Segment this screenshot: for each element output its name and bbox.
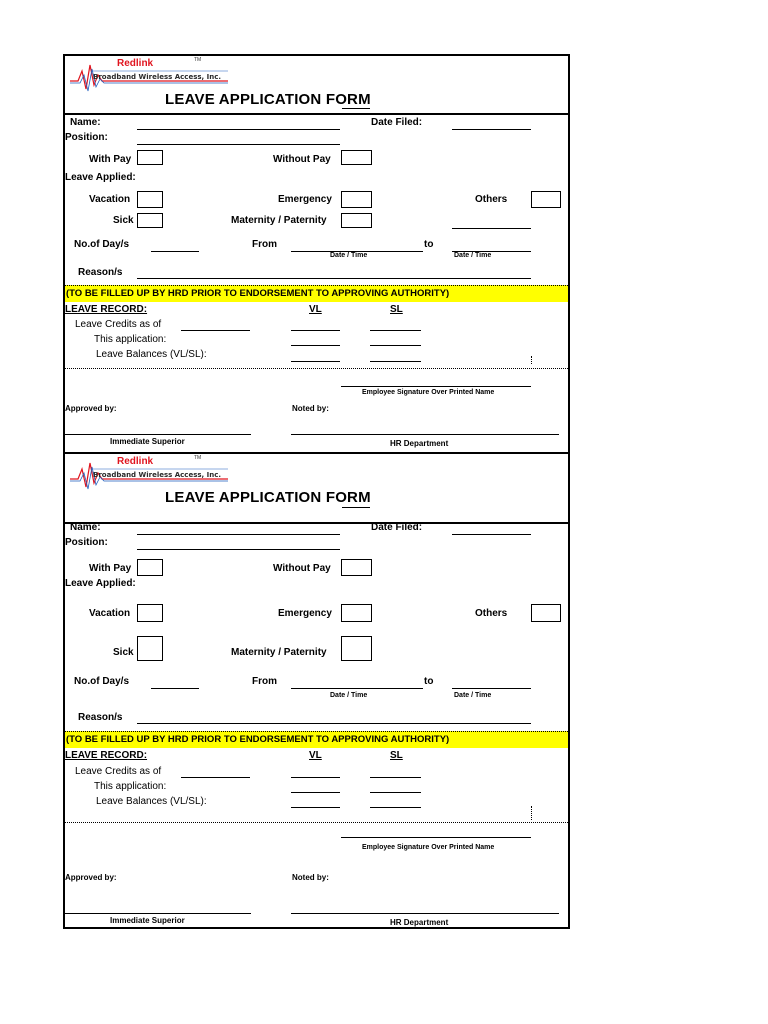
to-date-time-caption: Date / Time <box>454 252 492 259</box>
sick-label: Sick <box>113 215 134 226</box>
name-label: Name: <box>70 522 101 533</box>
from-label: From <box>252 239 277 250</box>
position-field[interactable] <box>137 549 340 550</box>
balances-label: Leave Balances (VL/SL): <box>96 349 207 360</box>
dotted-tick <box>531 356 532 364</box>
hr-department-caption: HR Department <box>390 918 449 927</box>
days-field[interactable] <box>151 251 199 252</box>
to-label: to <box>424 239 434 250</box>
maternity-checkbox[interactable] <box>341 636 372 661</box>
logo-name: Redlink <box>117 456 154 467</box>
sick-label: Sick <box>113 647 134 658</box>
company-logo <box>68 457 238 493</box>
hrd-note-bar <box>65 731 568 748</box>
maternity-label: Maternity / Paternity <box>231 647 327 658</box>
logo-name: Redlink <box>117 58 154 69</box>
date-filed-field[interactable] <box>452 534 531 535</box>
others-checkbox[interactable] <box>531 604 561 622</box>
balances-sl-field[interactable] <box>370 361 421 362</box>
emergency-checkbox[interactable] <box>341 191 372 208</box>
vacation-checkbox[interactable] <box>137 604 163 622</box>
superior-signature-field[interactable] <box>65 434 251 435</box>
header-separator <box>65 522 568 524</box>
hrd-note: (TO BE FILLED UP BY HRD PRIOR TO ENDORSEMENT TO APPROVING AUTHORITY) <box>66 288 450 299</box>
balances-sl-field[interactable] <box>370 807 421 808</box>
noted-by-label: Noted by: <box>292 404 329 413</box>
reasons-field[interactable] <box>137 723 531 724</box>
vacation-label: Vacation <box>89 194 131 205</box>
hrd-note: (TO BE FILLED UP BY HRD PRIOR TO ENDORSEMENT TO APPROVING AUTHORITY) <box>66 734 450 745</box>
this-application-label: This application: <box>94 781 167 792</box>
dotted-separator <box>65 822 568 823</box>
credits-date-field[interactable] <box>181 330 250 331</box>
logo-subtitle: Broadband Wireless Access, Inc. <box>93 73 222 81</box>
leave-applied-label: Leave Applied: <box>65 578 136 589</box>
leave-record-label: LEAVE RECORD: <box>65 750 148 761</box>
name-label: Name: <box>70 117 101 128</box>
logo-trademark: TM <box>194 57 202 63</box>
reasons-label: Reason/s <box>78 712 123 723</box>
dotted-tick <box>531 806 532 820</box>
without-pay-label: Without Pay <box>273 563 331 574</box>
employee-signature-caption: Employee Signature Over Printed Name <box>362 844 495 851</box>
sl-header: SL <box>390 750 403 761</box>
name-field[interactable] <box>137 534 340 535</box>
title-underline <box>342 507 370 508</box>
noted-by-label: Noted by: <box>292 873 329 882</box>
days-field[interactable] <box>151 688 199 689</box>
leave-record-label: LEAVE RECORD: <box>65 304 148 315</box>
emergency-label: Emergency <box>278 608 332 619</box>
days-label: No.of Day/s <box>74 239 130 250</box>
employee-signature-field[interactable] <box>341 386 531 387</box>
form-title: LEAVE APPLICATION FORM <box>165 489 371 506</box>
position-field[interactable] <box>137 144 340 145</box>
without-pay-checkbox[interactable] <box>341 150 372 165</box>
credits-vl-field[interactable] <box>291 330 340 331</box>
this-app-vl-field[interactable] <box>291 792 340 793</box>
date-filed-label: Date Filed: <box>371 522 423 533</box>
hr-signature-field[interactable] <box>291 913 559 914</box>
immediate-superior-caption: Immediate Superior <box>110 916 185 925</box>
to-date-time-caption: Date / Time <box>454 692 492 699</box>
position-label: Position: <box>65 537 108 548</box>
approved-by-label: Approved by: <box>65 404 117 413</box>
credits-label: Leave Credits as of <box>75 319 162 330</box>
date-filed-field[interactable] <box>452 129 531 130</box>
days-label: No.of Day/s <box>74 676 130 687</box>
this-app-sl-field[interactable] <box>370 792 421 793</box>
others-label: Others <box>475 608 508 619</box>
credits-label: Leave Credits as of <box>75 766 162 777</box>
company-logo <box>68 59 238 95</box>
from-date-time-caption: Date / Time <box>330 692 368 699</box>
superior-signature-field[interactable] <box>65 913 251 914</box>
with-pay-checkbox[interactable] <box>137 559 163 576</box>
leave-applied-label: Leave Applied: <box>65 172 136 183</box>
logo-subtitle: Broadband Wireless Access, Inc. <box>93 471 222 479</box>
this-app-sl-field[interactable] <box>370 345 421 346</box>
vacation-label: Vacation <box>89 608 131 619</box>
this-application-label: This application: <box>94 334 167 345</box>
date-filed-label: Date Filed: <box>371 117 423 128</box>
header-separator <box>65 113 568 115</box>
with-pay-label: With Pay <box>89 154 132 165</box>
credits-sl-field[interactable] <box>370 330 421 331</box>
approved-by-label: Approved by: <box>65 873 117 882</box>
name-field[interactable] <box>137 129 340 130</box>
dotted-separator <box>65 368 568 369</box>
balances-label: Leave Balances (VL/SL): <box>96 796 207 807</box>
hr-department-caption: HR Department <box>390 439 449 448</box>
balances-vl-field[interactable] <box>291 807 340 808</box>
emergency-checkbox[interactable] <box>341 604 372 622</box>
this-app-vl-field[interactable] <box>291 345 340 346</box>
employee-signature-field[interactable] <box>341 837 531 838</box>
vl-header: VL <box>309 750 322 761</box>
vl-header: VL <box>309 304 322 315</box>
from-label: From <box>252 676 277 687</box>
hrd-note-bar <box>65 285 568 302</box>
with-pay-checkbox[interactable] <box>137 150 163 165</box>
balances-vl-field[interactable] <box>291 361 340 362</box>
from-field[interactable] <box>291 688 423 689</box>
sick-checkbox[interactable] <box>137 213 163 228</box>
employee-signature-caption: Employee Signature Over Printed Name <box>362 389 495 396</box>
credits-sl-field[interactable] <box>370 777 421 778</box>
reasons-label: Reason/s <box>78 267 123 278</box>
without-pay-label: Without Pay <box>273 154 331 165</box>
to-label: to <box>424 676 434 687</box>
sick-checkbox[interactable] <box>137 636 163 661</box>
leave-form-1 <box>63 54 570 452</box>
title-underline <box>342 108 370 109</box>
to-field[interactable] <box>452 688 531 689</box>
others-checkbox[interactable] <box>531 191 561 208</box>
reasons-field[interactable] <box>137 278 531 279</box>
others-label: Others <box>475 194 508 205</box>
without-pay-checkbox[interactable] <box>341 559 372 576</box>
form-title: LEAVE APPLICATION FORM <box>165 91 371 108</box>
vacation-checkbox[interactable] <box>137 191 163 208</box>
credits-date-field[interactable] <box>181 777 250 778</box>
logo-trademark: TM <box>194 455 202 461</box>
position-label: Position: <box>65 132 108 143</box>
sl-header: SL <box>390 304 403 315</box>
hr-signature-field[interactable] <box>291 434 559 435</box>
with-pay-label: With Pay <box>89 563 132 574</box>
emergency-label: Emergency <box>278 194 332 205</box>
others-specify-field[interactable] <box>452 228 531 229</box>
leave-form-2 <box>63 452 570 929</box>
maternity-checkbox[interactable] <box>341 213 372 228</box>
credits-vl-field[interactable] <box>291 777 340 778</box>
maternity-label: Maternity / Paternity <box>231 215 327 226</box>
from-date-time-caption: Date / Time <box>330 252 368 259</box>
immediate-superior-caption: Immediate Superior <box>110 437 185 446</box>
